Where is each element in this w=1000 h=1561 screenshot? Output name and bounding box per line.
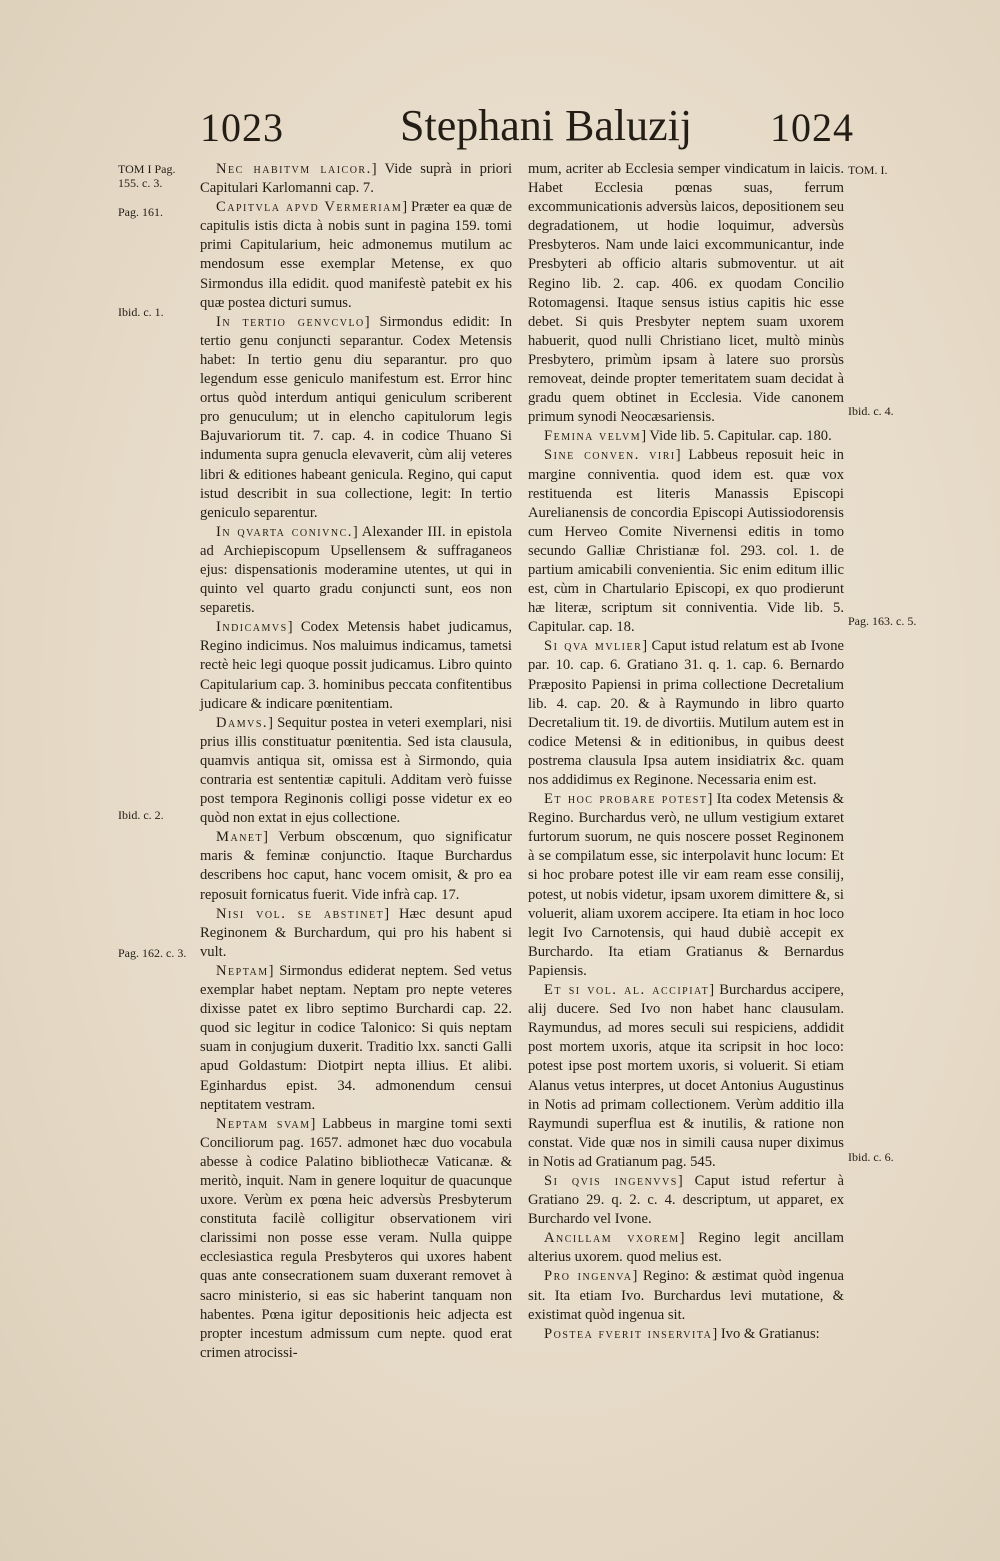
lemma: Nisi vol. se abstinet [216, 905, 385, 922]
annotation-paragraph [528, 790, 844, 981]
annotation-paragraph [528, 160, 844, 427]
annotation-text: ] Sirmondus edidit: In tertio genu conjuncti separantur. Codex Metensis habet: In tertio genu diu separantur. pro quo legendum esse geniculo manifestum est. Error hinc ortus quòd interdum antiqui geniculum scriberent pro genuculum; ut in elencho capitulorum legis Bajuvariorum tit. 7. cap. 4. in codice Thuano Si indumenta supra genucla elevaverit, cùm alij veteres libri & editiones habeant genicula. Regino, qui caput istud describit in sua collectione, legit: In tertio geniculo separentur. [200, 313, 512, 521]
annotation-text: ] Labbeus in margine tomi sexti Conciliorum pag. 1657. admonet hæc duo vocabula abesse à codice Palatino bibliothecæ Vaticanæ. & meritò, inquit. Nam in genere loquitur de quacunque uxore. Verùm ex pœna heic adversùs Presbyterum constituta facilè colligitur observationem viri clarissimi non posse esse veram. Nulla quippe ecclesiastica regula Presbyteros qui uxores habent quas ante consecrationem suam duxerant removet à sacro ministerio, si eas sic haberint tanquam non habentes. Pœna igitur depositionis heic adjecta est propter incestum admissum cum nepte. quod erat crimen atrocissi- [200, 1115, 512, 1361]
annotation-paragraph [528, 1172, 844, 1229]
annotation-text: ] Sirmondus ediderat neptem. Sed vetus exemplar habet neptam. Neptam pro nepte veteres dixisse patet ex libro septimo Burchardi cap. 22. quod sic legitur in codice Talonico: Si quis neptam suam in conjugium duxerit. Traditio lxx. sancti Galli apud Goldastum: Diotpirt nepta illius. Et alibi. Eginhardus epist. 34. admonendum censui neptitatem vestram. [200, 962, 512, 1113]
annotation-text: ] Alexander III. in epistola ad Archiepiscopum Upsellensem & suffraganeos ejus: dispensationis moderamine utentes, ut qui in quinto vel quarto gradu conjuncti sunt, eos non separetis. [200, 523, 512, 617]
lemma: In tertio genvcvlo [216, 313, 365, 330]
text-column-left [200, 160, 512, 1361]
annotation-text: ] Labbeus reposuit heic in margine conniventia. quod idem est. quæ vox restituenda est literis Manassis Episcopi Aurelianensis de concordia Episcopi Autissiodorensis cum Herveo Comite Nivernensi editis in tomo secundo Galliæ Christianæ fol. 293. col. 1. de partium amicabili convenientia. Sic enim editum illic est, cùm in Chartulario Episcopi, ex quo prodierunt hæ literæ, scriptum sit conniventia. Vide lib. 5. Capitular. cap. 18. [528, 447, 844, 636]
annotation-paragraph [528, 446, 844, 637]
annotation-paragraph [528, 1229, 844, 1267]
annotation-paragraph [528, 1325, 844, 1344]
annotation-text: ] Ita codex Metensis & Regino. Burchardus verò, ne ullum vestigium extaret furtorum suorum, ne quis noscere posset Reginonem à se compilatum esse, sic interpolavit hunc locum: Et si hoc probare potest ille vir eam ream esse consilij, potest, ut nobis videtur, ipsam uxorem dimittere &, si voluerit, aliam uxorem accipere. Ita etiam in hoc loco legit Ivo Carnotensis, qui haud dubiè accepit ex Burchardo. Ita etiam Gratianus & Bernardus Papiensis. [528, 791, 844, 979]
annotation-text: ] Caput istud relatum est ab Ivone par. 10. cap. 6. Gratiano 31. q. 1. cap. 6. Bernardo Præposito Papiensi in prima collectione Decretalium lib. 4. cap. 20. & à Raymundo in libro quarto Decretalium tit. 19. de divortiis. Mutilum autem est in codice Metensi & in editionibus, in quibus deest postrema clausula Ipsa autem insidiatrix &c. quam nos addidimus ex Reginone. Necessaria enim est. [528, 638, 845, 788]
lemma: Femina velvm [544, 428, 642, 445]
annotation-text: ] Burchardus accipere, alij ducere. Sed Ivo non habet hanc clausulam. Raymundus, ad mores seculi sui respiciens, addidit post mortem uxoris, atque ita scripsit in hoc loco: potest ipse post mortem uxoris, si voluerit. Si etiam Alanus vetus interpres, ut docet Antonius Augustinus in Notis ad primam collectionem. Verùm additio illa Raymundi superflua est & inutilis, & ratione non constat. Vide quæ nos in simili causa nuper diximus in Notis ad Gratianum pag. 545. [528, 982, 844, 1170]
annotation-text: ] Vide suprà in priori Capitulari Karlomanni cap. 7. [200, 161, 512, 197]
annotation-paragraph [200, 160, 512, 198]
annotation-paragraph [200, 714, 512, 829]
annotation-paragraph [200, 828, 512, 904]
lemma: Neptam svam [216, 1115, 311, 1132]
annotation-text: ] Præter ea quæ de capitulis istis dicta à nobis sunt in pagina 159. tomi primi Capitularium, heic admonemus mutilum ac mendosum esse exemplar Metense, ex quo Sirmondus illa edidit. quod manifestè patebit ex his quæ postea dicturi sumus. [200, 199, 512, 311]
running-title: Stephani Baluzij [400, 101, 693, 150]
annotation-paragraph [200, 905, 512, 962]
annotation-paragraph [528, 637, 844, 790]
margin-note-right: TOM. I. [848, 163, 888, 177]
lemma: Indicamvs [216, 619, 288, 636]
annotation-text: mum, acriter ab Ecclesia semper vindicatum in laicis. Habet Ecclesia pœnas suas, ferrum excommunicationis adversùs laicos, depositionem seu degradationem, ut hodie loquimur, adversùs Presbyteros. Nam unde laici excommunicantur, inde Presbyteri ab officio altaris submoventur. ut ait Regino lib. 2. cap. 406. ex quodam Concilio Rotomagensi. Itaque sensus istius capitis hic esse debet. Si quis Presbyter neptem suam uxorem habuerit, quod nulli Christiano licet, multò minùs Presbytero, primùm ipsam à latere suo prorsùs removeat, deinde propter temeritatem suam decidat à gradu quem obtinet in Ecclesia. Vide canonem primum synodi Neocæsariensis. [528, 161, 844, 426]
lemma: In qvarta conivnc. [216, 523, 353, 540]
annotation-paragraph [528, 427, 844, 446]
page-header [0, 100, 1000, 160]
annotation-text: ] Vide lib. 5. Capitular. cap. 180. [641, 428, 832, 445]
margin-note-left: Ibid. c. 2. [118, 808, 164, 822]
annotation-paragraph [200, 198, 512, 313]
annotation-paragraph [528, 1267, 844, 1324]
lemma: Si qva mvlier [544, 638, 643, 655]
annotation-text: ] Ivo & Gratianus: [712, 1325, 820, 1342]
annotation-text: ] Codex Metensis habet judicamus, Regino indicimus. Nos maluimus indicamus, tametsi rectè heic legi quoque possit judicamus. Libro quinto Capitularium cap. 3. hominibus peccata confitentibus judicare & indicare pœnitentiam. [200, 619, 512, 712]
lemma: Ancillam vxorem [544, 1230, 680, 1247]
text-column-right [528, 160, 845, 1342]
annotation-text: ] Sequitur postea in veteri exemplari, nisi prius illis constituatur pœnitentia. Sed ista clausula, quamvis antiqua sit, omissa est à Sirmondo, quia contraria est sententiæ capituli. Additam verò fuisse post tempora Reginonis colligi posse videtur ex eo quòd non extat in ejus collectione. [200, 714, 512, 827]
margin-note-right: Ibid. c. 4. [848, 404, 894, 418]
margin-note-left: Ibid. c. 1. [118, 305, 164, 319]
lemma: Si qvis ingenvvs [544, 1172, 678, 1189]
annotation-paragraph [200, 523, 512, 618]
lemma: Neptam [216, 962, 269, 979]
lemma: Damvs. [216, 714, 269, 731]
margin-note-right: Ibid. c. 6. [848, 1150, 894, 1164]
lemma: Nec habitvm laicor. [216, 161, 372, 177]
annotation-text: ] Regino: & æstimat quòd ingenua sit. Ita etiam Ivo. Burchardus levi mutatione, & existimat quòd ingenua sit. [528, 1268, 844, 1323]
annotation-text: ] Verbum obscœnum, quo significatur maris & feminæ conjunctio. Itaque Burchardus describens hoc caput, hanc vocem omisit, & pro ea reposuit fornicatus fuerit. Vide infrà cap. 17. [200, 829, 512, 903]
margin-note-left: Pag. 161. [118, 205, 163, 219]
annotation-text: ] Regino legit ancillam alterius uxorem. quod melius est. [528, 1230, 844, 1266]
lemma: Postea fverit inservita [544, 1325, 713, 1342]
lemma: Manet [216, 829, 264, 846]
annotation-paragraph [200, 618, 512, 713]
margin-note-right: Pag. 163. c. 5. [848, 614, 917, 628]
annotation-paragraph [200, 962, 512, 1115]
margin-note-left: Pag. 162. c. 3. [118, 946, 187, 960]
annotation-paragraph [528, 981, 844, 1172]
page-number-right: 1024 [770, 105, 854, 150]
lemma: Sine conven. viri [544, 447, 676, 464]
lemma: Et si vol. al. accipiat [544, 982, 710, 999]
page-number-left: 1023 [200, 105, 284, 150]
lemma: Capitvla apvd Vermeriam [216, 199, 403, 216]
lemma: Pro ingenva [544, 1268, 633, 1285]
lemma: Et hoc probare potest [544, 791, 708, 808]
annotation-paragraph [200, 1115, 512, 1363]
annotation-text: ] Caput istud refertur à Gratiano 29. q. 2. c. 4. descriptum, ut apparet, ex Burchardo vel Ivone. [528, 1172, 845, 1228]
margin-note-left: TOM I Pag. 155. c. 3. [118, 162, 176, 190]
annotation-text: ] Hæc desunt apud Reginonem & Burchardum, qui pro his habent si vult. [200, 905, 512, 960]
annotation-paragraph [200, 313, 512, 523]
